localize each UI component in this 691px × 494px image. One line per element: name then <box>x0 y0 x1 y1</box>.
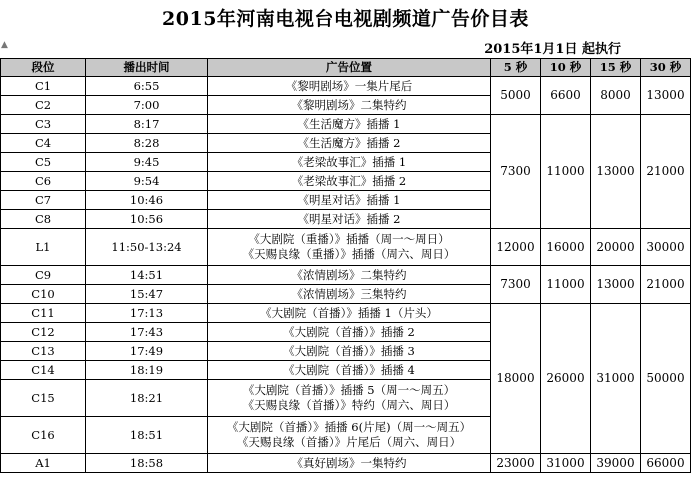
segment-code: C13 <box>1 342 86 361</box>
air-time: 17:13 <box>86 304 208 323</box>
segment-code: C7 <box>1 191 86 210</box>
air-time: 17:49 <box>86 342 208 361</box>
ad-position <box>208 266 491 285</box>
segment-code: C3 <box>1 115 86 134</box>
price-5s: 7300 <box>491 115 541 229</box>
ad-position-line: 《大剧院（首播）》插播 3 <box>283 343 415 358</box>
ad-position-line: 《大剧院（首播）》插播 4 <box>283 362 415 377</box>
price-15s: 20000 <box>591 229 641 266</box>
air-time: 9:54 <box>86 172 208 191</box>
price-10s: 31000 <box>541 454 591 473</box>
corner-marker: ▲ <box>1 40 8 50</box>
air-time: 10:56 <box>86 210 208 229</box>
air-time: 15:47 <box>86 285 208 304</box>
effective-date: 2015年1月1日 起执行 <box>484 42 621 57</box>
segment-code: C14 <box>1 361 86 380</box>
price-15s: 8000 <box>591 77 641 115</box>
header-30s: 30 秒 <box>641 59 691 77</box>
header-ad-position: 广告位置 <box>208 59 491 77</box>
ad-position-line: 《大剧院（首播）》插播 1（片头） <box>260 305 438 320</box>
ad-position <box>208 115 491 134</box>
segment-code: C5 <box>1 153 86 172</box>
segment-code: C8 <box>1 210 86 229</box>
price-30s: 21000 <box>641 115 691 229</box>
price-30s: 50000 <box>641 304 691 454</box>
segment-code: C9 <box>1 266 86 285</box>
price-15s: 13000 <box>591 266 641 304</box>
price-10s: 6600 <box>541 77 591 115</box>
segment-code: C1 <box>1 77 86 96</box>
price-10s: 16000 <box>541 229 591 266</box>
ad-position-line: 《明星对话》插播 1 <box>297 192 401 207</box>
air-time: 9:45 <box>86 153 208 172</box>
segment-code: C12 <box>1 323 86 342</box>
price-10s: 11000 <box>541 115 591 229</box>
ad-position <box>208 417 491 454</box>
ad-position-line: 《生活魔方》插播 1 <box>297 116 401 131</box>
ad-position <box>208 77 491 96</box>
price-30s: 30000 <box>641 229 691 266</box>
header-10s: 10 秒 <box>541 59 591 77</box>
ad-position <box>208 210 491 229</box>
air-time: 18:19 <box>86 361 208 380</box>
ad-position <box>208 172 491 191</box>
segment-code: C4 <box>1 134 86 153</box>
ad-position <box>208 96 491 115</box>
table-row <box>1 115 691 134</box>
ad-position-line: 《黎明剧场》一集片尾后 <box>285 78 413 93</box>
ad-position <box>208 285 491 304</box>
price-30s: 66000 <box>641 454 691 473</box>
ad-position-line: 《大剧院（首播）》插播 6(片尾)（周一～周五） <box>226 420 472 434</box>
table-row <box>1 266 691 285</box>
ad-position-line: 《浓情剧场》二集特约 <box>291 267 407 282</box>
ad-position <box>208 229 491 266</box>
table-row <box>1 229 691 266</box>
ad-position-line: 《真好剧场》一集特约 <box>291 455 407 470</box>
table-row <box>1 304 691 323</box>
air-time: 18:21 <box>86 380 208 417</box>
ad-position-line: 《生活魔方》插播 2 <box>297 135 401 150</box>
segment-code: L1 <box>1 229 86 266</box>
ad-position <box>208 342 491 361</box>
ad-position-line: 《天赐良缘（重播）》插播（周六、周日） <box>242 247 456 261</box>
price-5s: 5000 <box>491 77 541 115</box>
price-30s: 21000 <box>641 266 691 304</box>
table-header-row <box>1 59 691 77</box>
air-time: 14:51 <box>86 266 208 285</box>
segment-code: C6 <box>1 172 86 191</box>
header-5s: 5 秒 <box>491 59 541 77</box>
ad-position-line: 《天赐良缘（首播）》片尾后（周六、周日） <box>236 435 462 449</box>
price-5s: 12000 <box>491 229 541 266</box>
ad-position <box>208 191 491 210</box>
price-10s: 11000 <box>541 266 591 304</box>
header-15s: 15 秒 <box>591 59 641 77</box>
air-time: 11:50-13:24 <box>86 229 208 266</box>
ad-position-line: 《黎明剧场》二集特约 <box>291 97 407 112</box>
air-time: 18:51 <box>86 417 208 454</box>
air-time: 10:46 <box>86 191 208 210</box>
price-5s: 7300 <box>491 266 541 304</box>
ad-position-line: 《老梁故事汇》插播 1 <box>291 154 407 169</box>
price-15s: 39000 <box>591 454 641 473</box>
header-air-time: 播出时间 <box>86 59 208 77</box>
segment-code: C16 <box>1 417 86 454</box>
air-time: 18:58 <box>86 454 208 473</box>
ad-position-line: 《大剧院（重播）》插播（周一～周日） <box>248 232 450 246</box>
header-segment: 段位 <box>1 59 86 77</box>
segment-code: A1 <box>1 454 86 473</box>
segment-code: C10 <box>1 285 86 304</box>
ad-position-line: 《浓情剧场》三集特约 <box>291 286 407 301</box>
segment-code: C15 <box>1 380 86 417</box>
segment-code: C11 <box>1 304 86 323</box>
price-15s: 13000 <box>591 115 641 229</box>
price-5s: 23000 <box>491 454 541 473</box>
ad-position-line: 《大剧院（首播）》插播 5（周一～周五） <box>242 383 456 397</box>
ad-position <box>208 454 491 473</box>
price-15s: 31000 <box>591 304 641 454</box>
ad-position-line: 《明星对话》插播 2 <box>297 211 401 226</box>
table-row <box>1 454 691 473</box>
price-10s: 26000 <box>541 304 591 454</box>
price-table <box>0 58 691 473</box>
price-30s: 13000 <box>641 77 691 115</box>
segment-code: C2 <box>1 96 86 115</box>
price-5s: 18000 <box>491 304 541 454</box>
table-row <box>1 77 691 96</box>
ad-position <box>208 134 491 153</box>
air-time: 8:28 <box>86 134 208 153</box>
ad-position-line: 《老梁故事汇》插播 2 <box>291 173 407 188</box>
ad-position <box>208 380 491 417</box>
ad-position-line: 《大剧院（首播）》插播 2 <box>283 324 415 339</box>
ad-position-line: 《天赐良缘（首播）》特约（周六、周日） <box>242 398 456 412</box>
ad-position <box>208 323 491 342</box>
air-time: 7:00 <box>86 96 208 115</box>
air-time: 17:43 <box>86 323 208 342</box>
ad-position <box>208 361 491 380</box>
air-time: 6:55 <box>86 77 208 96</box>
ad-position <box>208 304 491 323</box>
table-body <box>1 77 691 473</box>
ad-position <box>208 153 491 172</box>
page-title: 2015年河南电视台电视剧频道广告价目表 <box>162 8 529 30</box>
air-time: 8:17 <box>86 115 208 134</box>
